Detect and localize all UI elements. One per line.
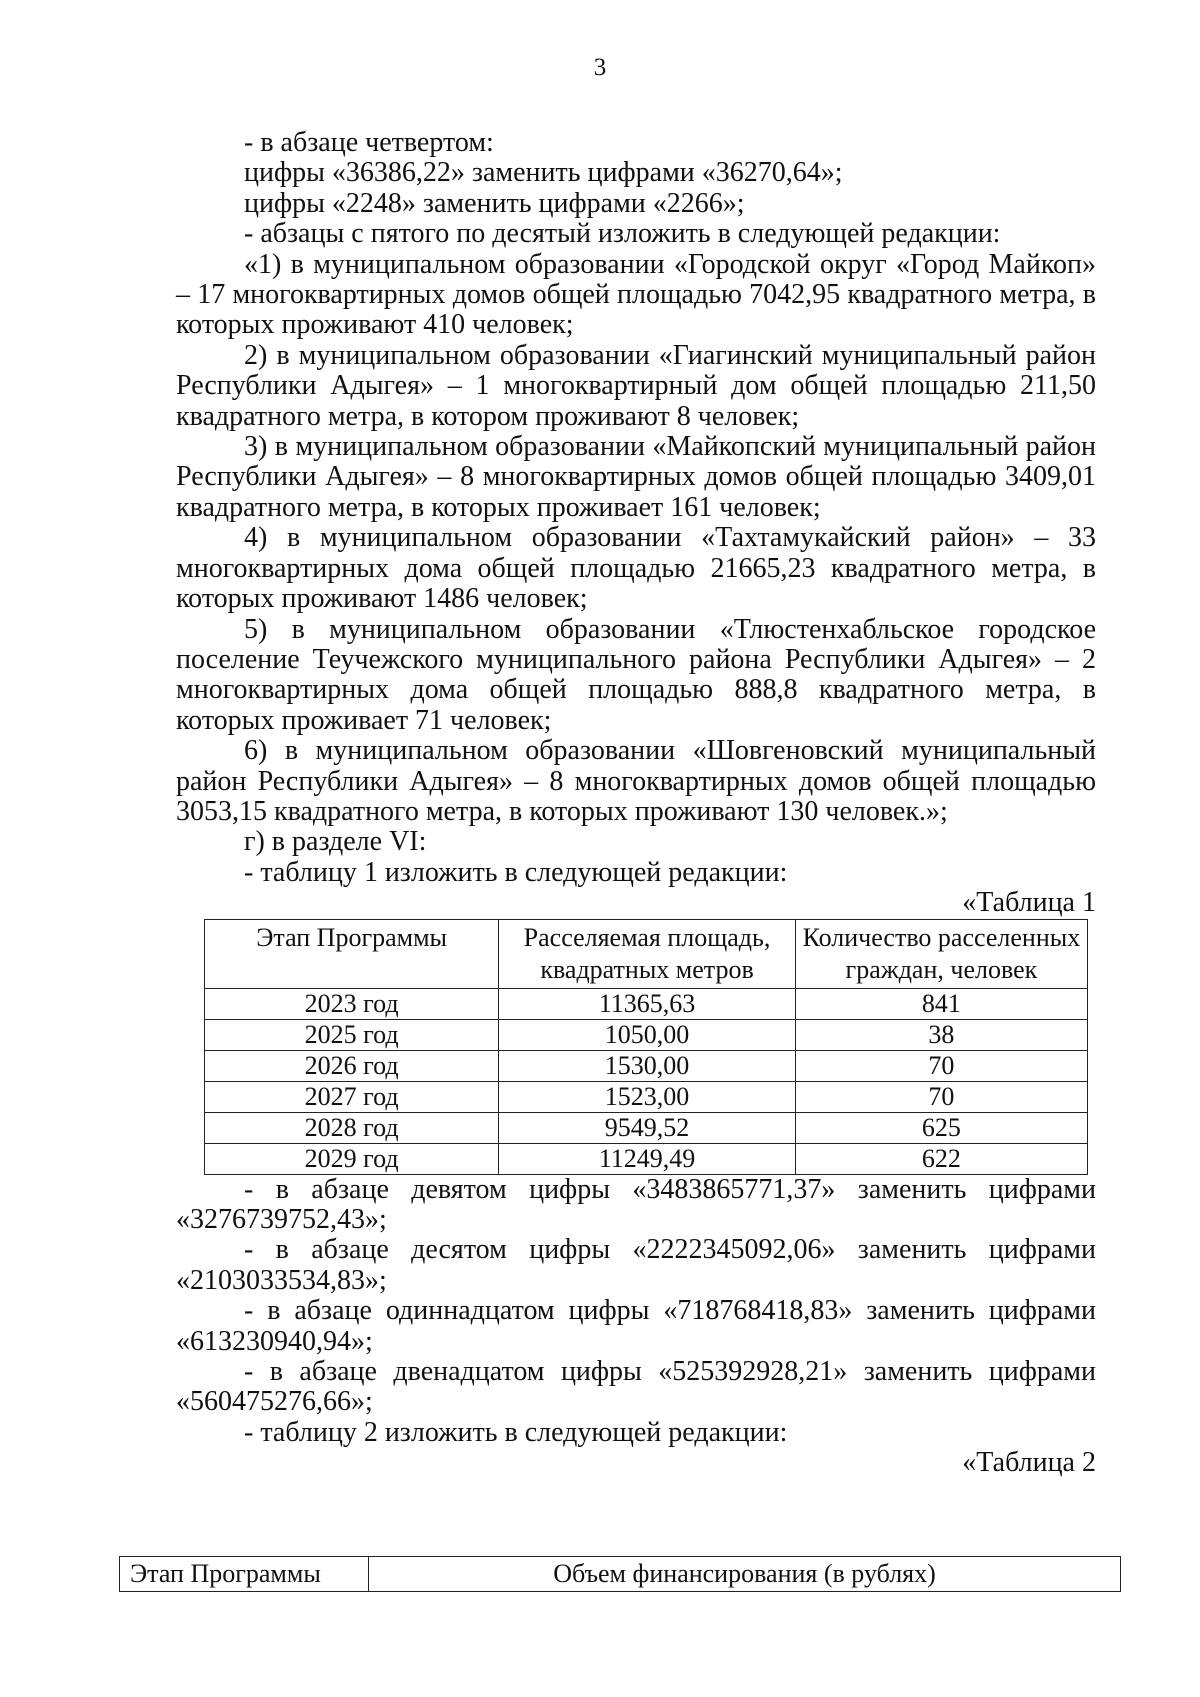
table-row	[205, 1050, 1088, 1081]
paragraph: - таблицу 1 изложить в следующей редакции:	[244, 856, 788, 888]
table-row	[205, 988, 1088, 1019]
document-body	[176, 128, 1096, 1479]
table-cell: 38	[795, 1019, 1087, 1050]
paragraph: - абзацы с пятого по десятый изложить в следующей редакции:	[244, 218, 1001, 250]
table1	[204, 919, 1088, 1175]
table-header-cell: Объем финансирования (в рублях)	[369, 1557, 1121, 1592]
table-row	[205, 1143, 1088, 1174]
table-cell: 841	[795, 988, 1087, 1019]
table-cell: 9549,52	[499, 1112, 796, 1143]
table-cell: 2025 год	[205, 1019, 499, 1050]
table-cell: 70	[795, 1081, 1087, 1112]
table1-caption: «Таблица 1	[962, 887, 1096, 919]
table-header-cell: Расселяемая площадь, квадратных метров	[499, 919, 796, 988]
paragraph: - таблицу 2 изложить в следующей редакции:	[244, 1416, 788, 1448]
table-row	[205, 1019, 1088, 1050]
table2-caption: «Таблица 2	[962, 1447, 1096, 1479]
paragraph: 5) в муниципальном образовании «Тлюстенхабльское городское поселение Теучежского муниципального района Республики Адыгея» – 2 многоквартирных дома общей площадью 888,8 квадратного метра, в которых проживает 71 человек;	[176, 613, 1096, 736]
table-cell: 11365,63	[499, 988, 796, 1019]
table-cell: 2023 год	[205, 988, 499, 1019]
paragraph: «1) в муниципальном образовании «Городской округ «Город Майкоп» – 17 многоквартирных домов общей площадью 7042,95 квадратного метра, в которых проживают 410 человек;	[176, 248, 1096, 341]
paragraph: - в абзаце двенадцатом цифры «525392928,21» заменить цифрами «560475276,66»;	[176, 1356, 1096, 1418]
table-header-row	[205, 919, 1088, 988]
paragraph: 2) в муниципальном образовании «Гиагинский муниципальный район Республики Адыгея» – 1 многоквартирный дом общей площадью 211,50 квадратного метра, в котором проживают 8 человек;	[176, 339, 1096, 432]
page-number: 3	[593, 54, 607, 81]
table-cell: 2026 год	[205, 1050, 499, 1081]
paragraph: - в абзаце десятом цифры «2222345092,06» заменить цифрами «2103033534,83»;	[176, 1234, 1096, 1296]
table-cell: 2027 год	[205, 1081, 499, 1112]
table-cell: 70	[795, 1050, 1087, 1081]
paragraph: цифры «2248» заменить цифрами «2266»;	[244, 187, 745, 219]
table-header-cell: Количество расселенных граждан, человек	[795, 919, 1087, 988]
paragraph: 4) в муниципальном образовании «Тахтамукайский район» – 33 многоквартирных дома общей площадью 21665,23 квадратного метра, в которых проживают 1486 человек;	[176, 522, 1096, 615]
table-cell: 2029 год	[205, 1143, 499, 1174]
table-cell: 622	[795, 1143, 1087, 1174]
table-header-cell: Этап Программы	[205, 919, 499, 988]
table-cell: 625	[795, 1112, 1087, 1143]
table-header-cell: Этап Программы	[120, 1557, 369, 1592]
table-cell: 1530,00	[499, 1050, 796, 1081]
table-cell: 1050,00	[499, 1019, 796, 1050]
table-row	[205, 1081, 1088, 1112]
paragraph: цифры «36386,22» заменить цифрами «36270,64»;	[244, 157, 843, 189]
table-cell: 2028 год	[205, 1112, 499, 1143]
table-cell: 11249,49	[499, 1143, 796, 1174]
paragraph: 3) в муниципальном образовании «Майкопский муниципальный район Республики Адыгея» – 8 многоквартирных домов общей площадью 3409,01 квадратного метра, в которых проживает 161 человек;	[176, 431, 1096, 523]
table-cell: 1523,00	[499, 1081, 796, 1112]
paragraph: г) в разделе VI:	[244, 826, 427, 858]
paragraph: - в абзаце четвертом:	[244, 127, 494, 158]
table-header-row	[120, 1557, 1121, 1592]
table2	[119, 1556, 1121, 1592]
table-row	[205, 1112, 1088, 1143]
paragraph: 6) в муниципальном образовании «Шовгеновский муниципальный район Республики Адыгея» – 8 многоквартирных домов общей площадью 3053,15 квадратного метра, в которых проживают 130 человек.»;	[176, 735, 1096, 827]
paragraph: - в абзаце одиннадцатом цифры «718768418,83» заменить цифрами «613230940,94»;	[176, 1295, 1096, 1357]
paragraph: - в абзаце девятом цифры «3483865771,37» заменить цифрами «3276739752,43»;	[176, 1173, 1096, 1235]
